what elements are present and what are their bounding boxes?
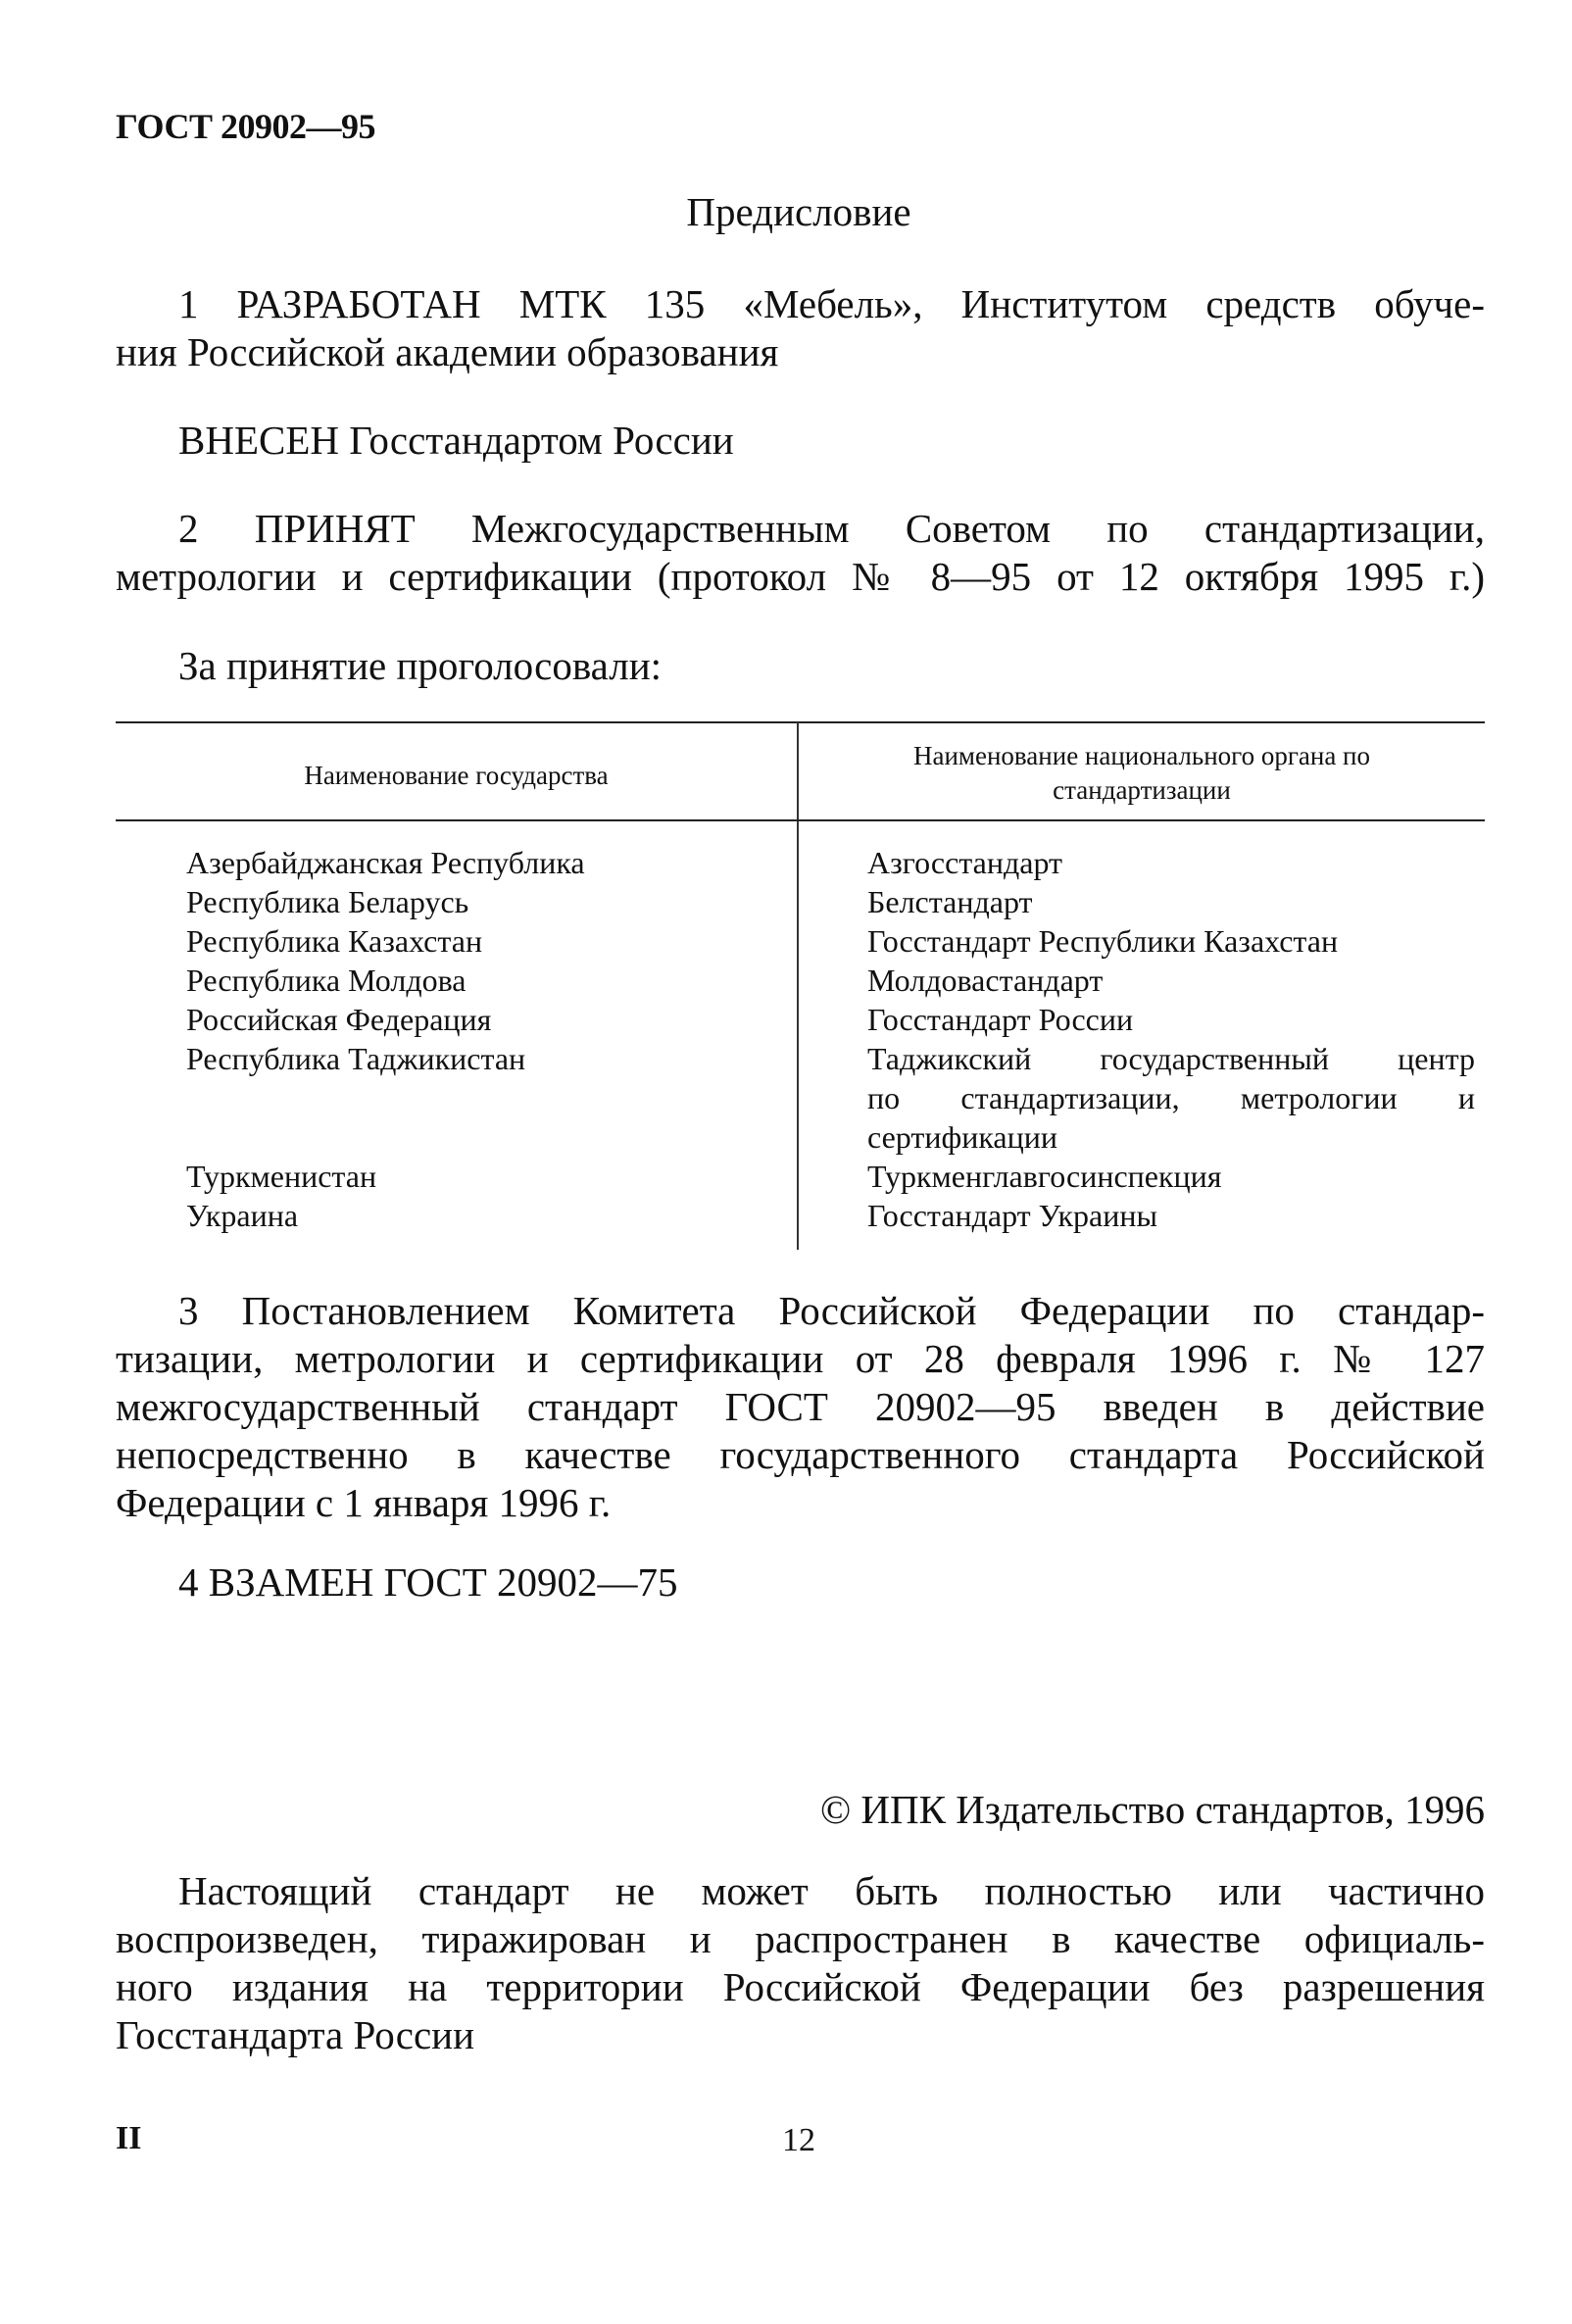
notice-line: ного издания на территории Российской Федерации без разрешения xyxy=(116,1964,1485,2009)
notice-line: воспроизведен, тиражирован и распространен в качестве официаль- xyxy=(116,1916,1485,1961)
table-country-column xyxy=(186,843,585,1235)
section-2-line: метрологии и сертификации (протокол № 8—95 от 12 октября 1995 г.) xyxy=(116,554,1485,599)
document-code: ГОСТ 20902—95 xyxy=(116,107,375,146)
table-cell-body: Таджикский государственный центр xyxy=(867,1041,1475,1076)
section-3-line: Федерации с 1 января 1996 г. xyxy=(116,1480,612,1525)
section-1-line: 1 РАЗРАБОТАН МТК 135 «Мебель», Институтом средств обуче- xyxy=(178,281,1485,326)
table-cell-body: Госстандарт Украины xyxy=(867,1198,1157,1233)
notice xyxy=(116,1867,1485,2059)
table-cell-country: Туркменистан xyxy=(186,1159,377,1194)
section-4: 4 ВЗАМЕН ГОСТ 20902—75 xyxy=(178,1559,678,1605)
table-cell-body: Белстандарт xyxy=(867,884,1033,919)
table-cell-country: Республика Казахстан xyxy=(186,923,483,959)
table-cell-country: Республика Беларусь xyxy=(186,884,469,919)
section-3-line: непосредственно в качестве государственного стандарта Российской xyxy=(116,1432,1485,1477)
roman-page-number: II xyxy=(116,2120,142,2156)
table-cell-body: Азгосстандарт xyxy=(867,845,1063,880)
section-3 xyxy=(116,1287,1485,1527)
table-cell-body: Госстандарт Республики Казахстан xyxy=(867,923,1339,959)
table-cell-country: Украина xyxy=(186,1198,299,1233)
section-1-line: ния Российской академии образования xyxy=(116,329,779,374)
table-header-body-line: Наименование национального органа по xyxy=(912,741,1371,770)
table-header-rule xyxy=(116,819,1485,821)
section-3-line: 3 Постановлением Комитета Российской Федерации по стандар- xyxy=(178,1288,1485,1333)
table-cell-body: по стандартизации, метрологии и xyxy=(867,1080,1475,1115)
section-1 xyxy=(116,280,1485,376)
table-cell-body: Туркменглавгосинспекция xyxy=(867,1159,1222,1194)
introduced-by: ВНЕСЕН Госстандартом России xyxy=(178,418,734,463)
section-3-line: межгосударственный стандарт ГОСТ 20902—95 введен в действие xyxy=(116,1384,1485,1429)
table-top-rule xyxy=(116,721,1485,723)
table-cell-body: сертификации xyxy=(867,1119,1057,1155)
table-cell-country: Республика Таджикистан xyxy=(186,1041,526,1076)
section-2 xyxy=(116,505,1485,601)
copyright: © ИПК Издательство стандартов, 1996 xyxy=(819,1787,1485,1832)
table-body-column xyxy=(867,843,1475,1235)
table-header-body xyxy=(799,739,1485,808)
voted-label: За принятие проголосовали: xyxy=(178,643,663,688)
section-2-line: 2 ПРИНЯТ Межгосударственным Советом по стандартизации, xyxy=(178,506,1485,551)
notice-line: Настоящий стандарт не может быть полностью или частично xyxy=(178,1868,1485,1913)
table-header-country: Наименование государства xyxy=(304,761,609,790)
notice-line: Госстандарта России xyxy=(116,2012,475,2057)
page-title: Предисловие xyxy=(686,189,911,234)
table-cell-country: Республика Молдова xyxy=(186,963,467,998)
table-cell-body: Молдовастандарт xyxy=(867,963,1104,998)
table-cell-country: Российская Федерация xyxy=(186,1002,492,1037)
table-cell-country: Азербайджанская Республика xyxy=(186,845,585,880)
page-number: 12 xyxy=(782,2122,815,2158)
table-cell-body: Госстандарт России xyxy=(867,1002,1134,1037)
table-header-body-line: стандартизации xyxy=(1053,775,1231,805)
section-3-line: тизации, метрологии и сертификации от 28 февраля 1996 г. № 127 xyxy=(116,1336,1485,1381)
